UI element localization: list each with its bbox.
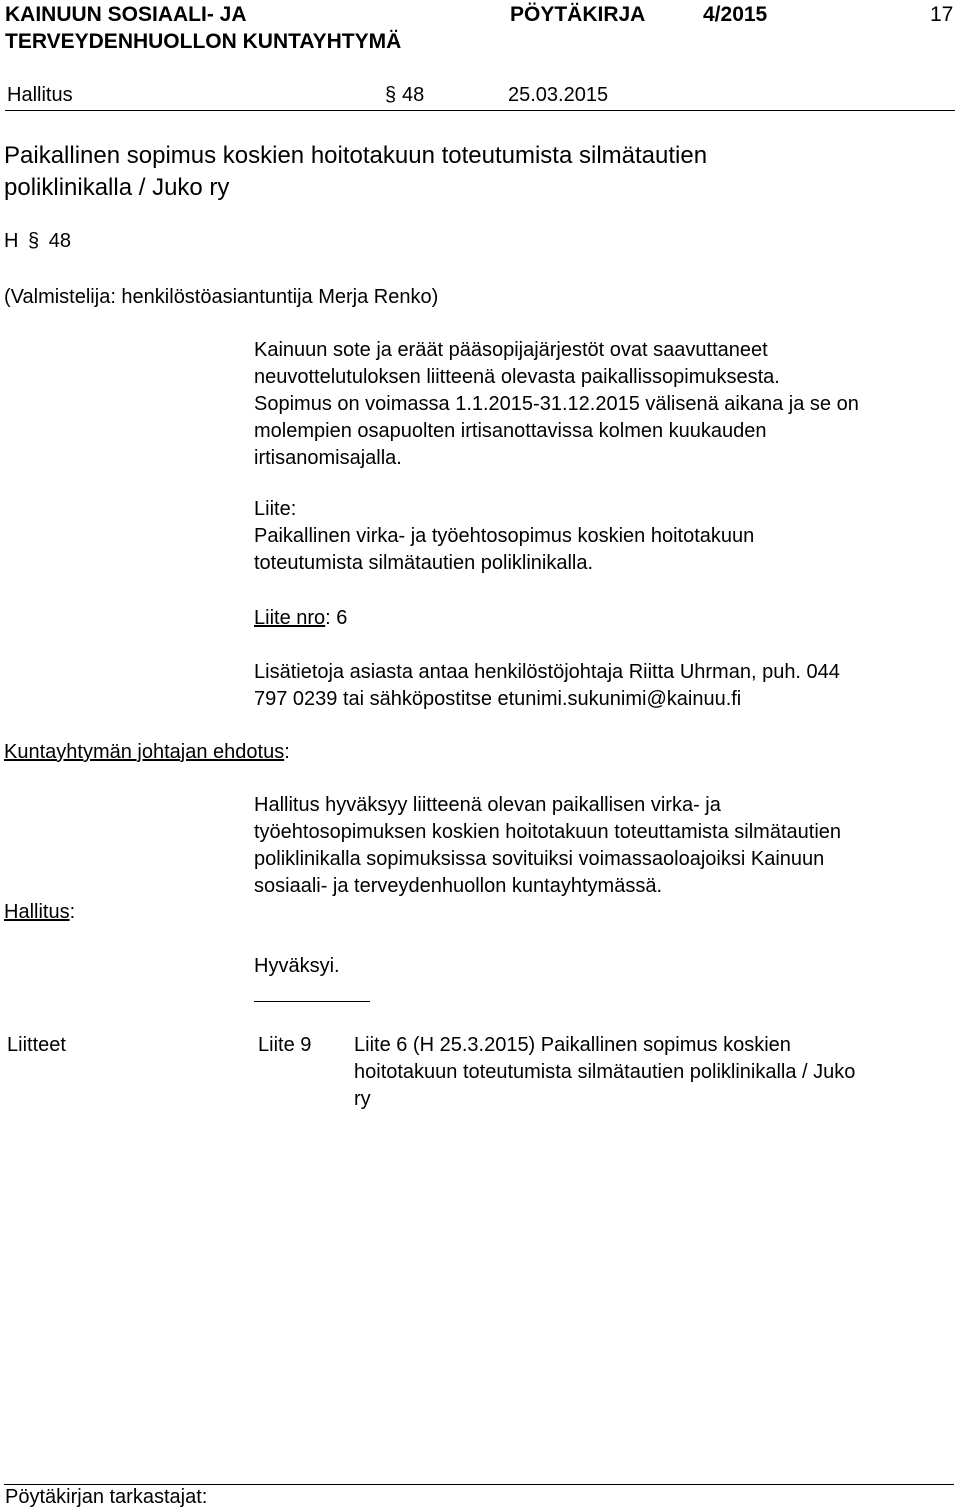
section-ref	[4, 228, 71, 255]
meeting-date: 25.03.2015	[508, 84, 609, 106]
body-line: Sopimus on voimassa 1.1.2015-31.12.2015 välisenä aikana ja se on	[254, 393, 859, 415]
org-name-line1: KAINUUN SOSIAALI- JA	[5, 3, 247, 26]
reviewers-label: Pöytäkirjan tarkastajat:	[5, 1486, 208, 1508]
meeting-body: Hallitus	[7, 84, 73, 106]
doc-type: PÖYTÄKIRJA	[510, 3, 646, 26]
decision-text: Hyväksyi.	[254, 955, 340, 977]
doc-number: 4/2015	[703, 3, 768, 26]
proposal-line: sosiaali- ja terveydenhuollon kuntayhtymässä.	[254, 875, 662, 897]
attachment-item-text	[354, 1032, 954, 1113]
attachment-line: Paikallinen virka- ja työehtosopimus koskien hoitotakuun	[254, 525, 755, 547]
attachment-number	[254, 605, 347, 632]
proposal-text	[254, 792, 959, 900]
attachment-line: toteutumista silmätautien poliklinikalla.	[254, 552, 594, 574]
header-divider	[5, 110, 955, 111]
section-number: 48	[402, 84, 425, 106]
info-line: 797 0239 tai sähköpostitse etunimi.sukunimi@kainuu.fi	[254, 688, 742, 710]
proposal-line: poliklinikalla sopimuksissa sovituiksi voimassaoloajoiksi Kainuun	[254, 848, 825, 870]
attachment-number-value: : 6	[325, 607, 348, 629]
decision-divider	[254, 1001, 370, 1002]
attachment-item-label: Liite 9	[258, 1034, 312, 1056]
attachment-item-line: Liite 6 (H 25.3.2015) Paikallinen sopimus koskien	[354, 1034, 791, 1056]
decision-label-colon: :	[69, 901, 76, 923]
body-paragraph	[254, 337, 959, 472]
decision-label	[4, 899, 75, 926]
section-ref-prefix: H	[4, 230, 19, 252]
attachment-block	[254, 496, 959, 577]
org-name-line2: TERVEYDENHUOLLON KUNTAYHTYMÄ	[5, 30, 402, 53]
agenda-title-line1: Paikallinen sopimus koskien hoitotakuun toteutumista silmätautien	[4, 142, 708, 169]
attachment-item-line: hoitotakuun toteutumista silmätautien poliklinikalla / Juko	[354, 1061, 856, 1083]
proposal-line: Hallitus hyväksyy liitteenä olevan paikallisen virka- ja	[254, 794, 721, 816]
proposal-label-text: Kuntayhtymän johtajan ehdotus	[4, 741, 285, 763]
preparer: (Valmistelija: henkilöstöasiantuntija Merja Renko)	[4, 286, 439, 308]
body-line: irtisanomisajalla.	[254, 447, 402, 469]
body-line: neuvottelutuloksen liitteenä olevasta paikallissopimuksesta.	[254, 366, 780, 388]
attachment-item-line: ry	[354, 1088, 371, 1110]
body-line: molempien osapuolten irtisanottavissa kolmen kuukauden	[254, 420, 767, 442]
info-line: Lisätietoja asiasta antaa henkilöstöjohtaja Riitta Uhrman, puh. 044	[254, 661, 840, 683]
info-block	[254, 659, 959, 713]
proposal-line: työehtosopimuksen koskien hoitotakuun toteuttamista silmätautien	[254, 821, 842, 843]
decision-label-text: Hallitus	[4, 901, 70, 923]
proposal-label	[4, 739, 290, 766]
section-symbol: §	[385, 84, 397, 106]
attachment-number-label[interactable]: Liite nro	[254, 607, 326, 629]
page-number: 17	[930, 3, 954, 26]
body-line: Kainuun sote ja eräät pääsopijajärjestöt ovat saavuttaneet	[254, 339, 768, 361]
agenda-title-line2: poliklinikalla / Juko ry	[4, 174, 230, 201]
proposal-label-colon: :	[284, 741, 290, 763]
section-ref-number: 48	[48, 230, 71, 252]
attachments-label: Liitteet	[7, 1034, 66, 1056]
section-ref-symbol: §	[28, 230, 40, 252]
attachment-label: Liite:	[254, 498, 297, 520]
